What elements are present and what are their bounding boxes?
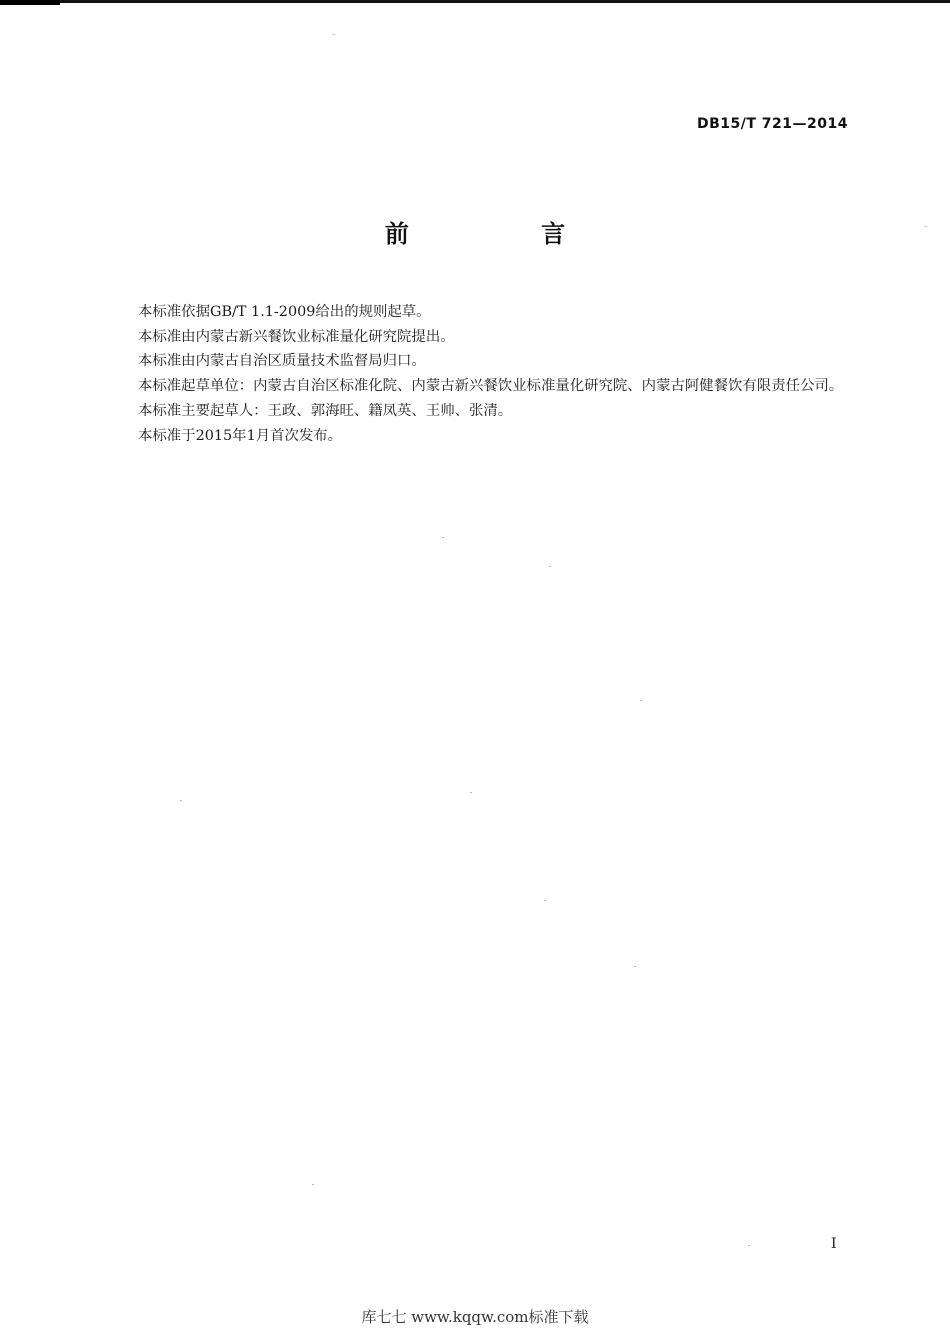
scan-speck — [634, 966, 636, 967]
paragraph-drafting-units: 本标准起草单位：内蒙古自治区标准化院、内蒙古新兴餐饮业标准量化研究院、内蒙古阿健餐饮有限责任公司。 — [138, 378, 844, 395]
scan-speck — [442, 537, 444, 538]
scan-speck — [312, 1184, 314, 1185]
standard-code: DB15/T 721—2014 — [697, 116, 848, 132]
foreword-body — [108, 300, 852, 448]
paragraph-proposer: 本标准由内蒙古新兴餐饮业标准量化研究院提出。 — [138, 328, 455, 345]
scan-speck — [748, 1245, 750, 1246]
paragraph-administrator: 本标准由内蒙古自治区质量技术监督局归口。 — [138, 353, 426, 370]
scan-speck — [549, 566, 551, 567]
scan-speck — [925, 226, 927, 227]
top-border-mark — [0, 0, 60, 5]
paragraph-release: 本标准于2015年1月首次发布。 — [138, 427, 343, 444]
scan-speck — [180, 800, 182, 801]
scan-speck — [470, 792, 472, 793]
scan-speck — [544, 900, 546, 901]
page-title: 前 言 — [384, 220, 628, 248]
scan-speck — [333, 34, 335, 35]
footer-watermark: 库七七 www.kqqw.com标准下载 — [361, 1308, 589, 1326]
paragraph-drafting-rules: 本标准依据GB/T 1.1-2009给出的规则起草。 — [138, 304, 431, 320]
top-border-line — [0, 0, 950, 3]
page-number: I — [831, 1236, 837, 1252]
scan-speck — [640, 700, 642, 701]
paragraph-drafters: 本标准主要起草人：王政、郭海旺、籍凤英、王帅、张清。 — [138, 402, 513, 419]
